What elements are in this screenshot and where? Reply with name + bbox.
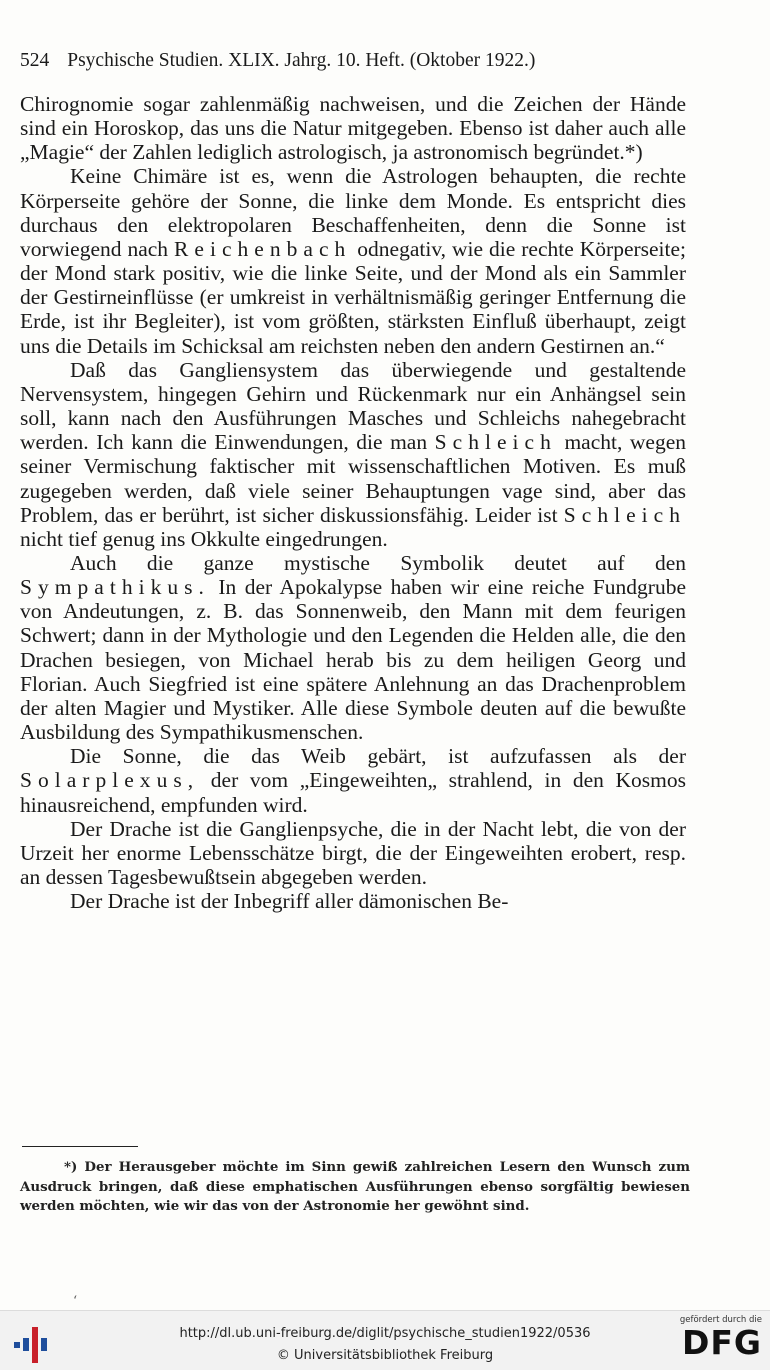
footnote bbox=[20, 1158, 690, 1217]
paragraph-4: Auch die ganze mystische Symbolik deutet auf den Sympathikus. In der Apokalypse haben wir eine reiche Fundgrube von Andeutungen, z. B. das Sonnenweib, den Mann mit dem feurigen Schwert; dann in der Mythologie und den Legenden die Helden alle, die den Drachen besiegen, von Michael herab bis zu dem heiligen Georg und Florian. Auch Siegfried ist eine spätere Anlehnung an das Drachenproblem der alten Magier und Mystiker. Alle diese Symbole deuten auf die bewußte Ausbildung des Sympathikusmenschen. bbox=[20, 550, 686, 745]
copyright-notice: © Universitätsbibliothek Freiburg bbox=[276, 1348, 494, 1363]
spaced-name-reichenbach: Reichenbach bbox=[174, 236, 352, 261]
footnote-rule bbox=[22, 1146, 138, 1147]
dfg-logo-text: DFG bbox=[681, 1323, 762, 1362]
paragraph-1: Chirognomie sogar zahlenmäßig nachweisen, und die Zeichen der Hände sind ein Horoskop, das uns die Natur mitgegeben. Ebenso ist daher auch alle „Magie“ der Zahlen lediglich astrologisch, ja astronomisch begründet.*) bbox=[20, 92, 686, 165]
page-number: 524 bbox=[20, 50, 50, 71]
dfg-logo bbox=[670, 1315, 762, 1365]
paragraph-5: Die Sonne, die das Weib gebärt, ist aufzufassen als der Solarplexus, der vom „Eingeweihten„ strahlend, in den Kosmos hinausreichend, empfunden wird. bbox=[20, 744, 687, 817]
spaced-term-solarplexus: Solarplexus, bbox=[20, 768, 200, 793]
spaced-term-sympathikus: Sympathikus. bbox=[20, 575, 210, 600]
paragraph-6: Der Drache ist die Ganglienpsyche, die in der Nacht lebt, die von der Urzeit her enorme Lebensschätze birgt, die der Eingeweihten erobert, resp. an dessen Tagesbewußtsein abgegeben werden. bbox=[20, 816, 686, 889]
paragraph-2: Keine Chimäre ist es, wenn die Astrologen behaupten, die rechte Körperseite gehöre der Sonne, die linke dem Monde. Es entspricht dies durchaus den elektropolaren Beschaffenheiten, denn die Sonne ist vorwiegend nach Reichenbach odnegativ, wie die rechte Körperseite; der Mond stark positiv, wie die linke Seite, und der Mond als ein Sammler der Gestirneinflüsse (er umkreist in verhältnismäßig geringer Entfernung die Erde, ist ihr Begleiter), ist vom größten, stärksten Einfluß überhaupt, zeigt uns die Details im Schicksal am reichsten neben den andern Gestirnen an.“ bbox=[20, 164, 687, 358]
scan-speck: ʻ bbox=[73, 1294, 78, 1309]
footnote-text: Der Herausgeber möchte im Sinn gewiß zahlreichen Lesern den Wunsch zum Ausdruck bringen, daß diese emphatischen Ausführungen ebenso sorgfältig bewiesen werden möchten, wie wir das von der Astronomie her gewöhnt sind. bbox=[20, 1159, 690, 1214]
body-text bbox=[20, 92, 686, 913]
viewer-footer bbox=[0, 1310, 770, 1370]
spaced-name-schleich: Schleich bbox=[563, 502, 686, 527]
running-header bbox=[20, 50, 720, 72]
spaced-name-schleich: Schleich bbox=[434, 430, 557, 455]
permalink-link[interactable]: http://dl.ub.uni-freiburg.de/diglit/psychische_studien1922/0536 bbox=[179, 1326, 591, 1341]
paragraph-3: Daß das Gangliensystem das überwiegende und gestaltende Nervensystem, hingegen Gehirn und Rückenmark nur ein Anhängsel sein soll, kann nach den Ausführungen Masches und Schleichs nahegebracht werden. Ich kann die Einwendungen, die man Schleich macht, wegen seiner Vermischung faktischer mit wissenschaftlichen Motiven. Es muß zugegeben werden, daß viele seiner Behauptungen vage sind, aber das Problem, das er berührt, ist sicher diskussionsfähig. Leider ist Schleich nicht tief genug ins Okkulte eingedrungen. bbox=[20, 357, 687, 551]
running-title: Psychische Studien. XLIX. Jahrg. 10. Heft. (Oktober 1922.) bbox=[67, 50, 536, 71]
footnote-mark: *) bbox=[64, 1159, 78, 1175]
paragraph-7: Der Drache ist der Inbegriff aller dämonischen Be- bbox=[70, 889, 509, 914]
dfg-funding-caption: gefördert durch die bbox=[679, 1315, 762, 1325]
